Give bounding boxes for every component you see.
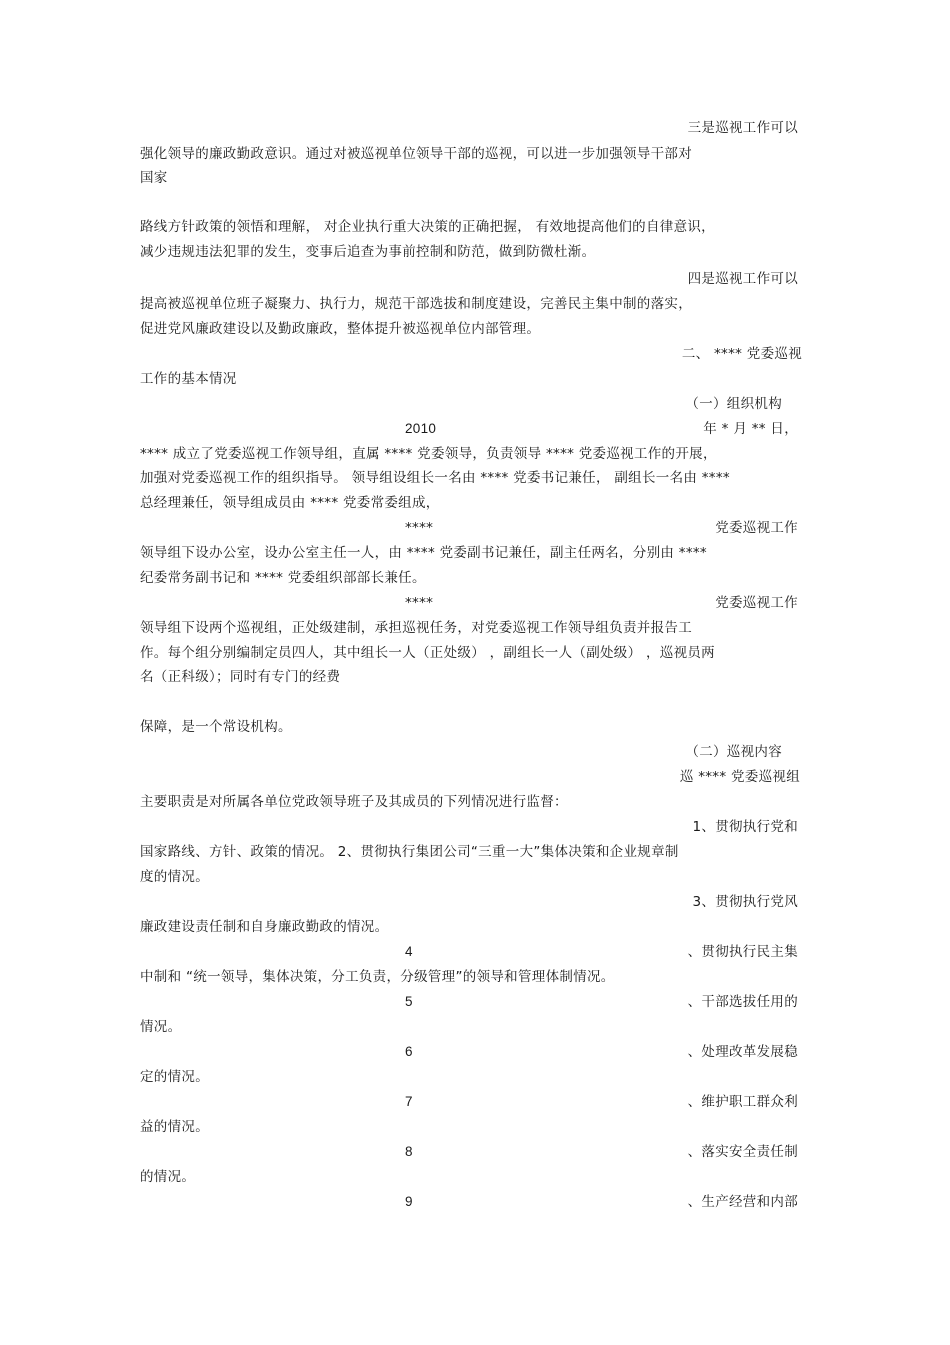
list-item: 益的情况。: [140, 1119, 209, 1135]
text-line: 提高被巡视单位班子凝聚力、执行力，规范干部选拔和制度建设，完善民主集中制的落实，: [140, 296, 692, 312]
list-item: 国家路线、方针、政策的情况。 2、贯彻执行集团公司“三重一大”集体决策和企业规章制: [140, 844, 679, 860]
list-item: 、贯彻执行民主集: [687, 944, 798, 960]
list-item: 、维护职工群众利: [687, 1094, 798, 1110]
text-line: **** 成立了党委巡视工作领导组，直属 **** 党委领导，负责领导 **** 党委巡视工作的开展，: [140, 446, 717, 462]
text-line: 三是巡视工作可以: [687, 120, 798, 136]
list-item: 定的情况。: [140, 1069, 209, 1085]
text-line: 路线方针政策的领悟和理解， 对企业执行重大决策的正确把握， 有效地提高他们的自律意识，: [140, 219, 715, 235]
list-number: 7: [405, 1094, 413, 1109]
list-item: 3、贯彻执行党风: [692, 894, 798, 910]
list-item: 1、贯彻执行党和: [692, 819, 798, 835]
list-item: 、处理改革发展稳: [687, 1044, 798, 1060]
text-line: 国家: [140, 170, 168, 186]
list-number: 9: [405, 1194, 413, 1209]
text-line: 四是巡视工作可以: [687, 271, 798, 287]
list-number: 8: [405, 1144, 413, 1159]
list-item: 中制和 “统一领导，集体决策，分工负责，分级管理”的领导和管理体制情况。: [140, 969, 615, 985]
text-line: 加强对党委巡视工作的组织指导。 领导组设组长一名由 **** 党委书记兼任， 副组长一名由 ****: [140, 470, 730, 486]
list-number: 4: [405, 944, 413, 959]
list-item: 、生产经营和内部: [687, 1194, 798, 1210]
text-line: 党委巡视工作: [715, 520, 798, 536]
text-line: 名（正科级）；同时有专门的经费: [140, 669, 341, 685]
list-item: 、干部选拔任用的: [687, 994, 798, 1010]
section-heading-cont: 工作的基本情况: [140, 371, 237, 387]
text-line: 党委巡视工作: [715, 595, 798, 611]
list-item: 情况。: [140, 1019, 182, 1035]
year-text: 2010: [405, 421, 437, 436]
subsection-heading: （二）巡视内容: [685, 744, 782, 760]
text-line: 作。每个组分别编制定员四人，其中组长一人（正处级） ，副组长一人（副处级） ，巡视员两: [140, 645, 715, 661]
subsection-heading: （一）组织机构: [685, 396, 782, 412]
text-line: 领导组下设办公室，设办公室主任一人，由 **** 党委副书记兼任，副主任两名，分别由 ****: [140, 545, 707, 561]
text-line: 促进党风廉政建设以及勤政廉政，整体提升被巡视单位内部管理。: [140, 321, 541, 337]
text-line: 年 * 月 ** 日，: [703, 421, 798, 437]
text-line: ****: [405, 595, 434, 611]
list-number: 6: [405, 1044, 413, 1059]
list-item: 、落实安全责任制: [687, 1144, 798, 1160]
text-line: 纪委常务副书记和 **** 党委组织部部长兼任。: [140, 570, 426, 586]
text-line: ****: [405, 520, 434, 536]
text-line: 总经理兼任，领导组成员由 **** 党委常委组成，: [140, 495, 440, 511]
list-item: 的情况。: [140, 1169, 196, 1185]
list-number: 5: [405, 994, 413, 1009]
list-item: 度的情况。: [140, 869, 209, 885]
text-line: 强化领导的廉政勤政意识。通过对被巡视单位领导干部的巡视，可以进一步加强领导干部对: [140, 146, 692, 162]
text-line: 领导组下设两个巡视组，正处级建制，承担巡视任务，对党委巡视工作领导组负责并报告工: [140, 620, 692, 636]
text-line: 主要职责是对所属各单位党政领导班子及其成员的下列情况进行监督：: [140, 794, 568, 810]
list-item: 廉政建设责任制和自身廉政勤政的情况。: [140, 919, 389, 935]
text-line: 巡 **** 党委巡视组: [679, 769, 800, 785]
text-line: 保障，是一个常设机构。: [140, 719, 292, 735]
text-line: 减少违规违法犯罪的发生，变事后追查为事前控制和防范，做到防微杜渐。: [140, 244, 596, 260]
section-heading: 二、 **** 党委巡视: [681, 346, 802, 362]
